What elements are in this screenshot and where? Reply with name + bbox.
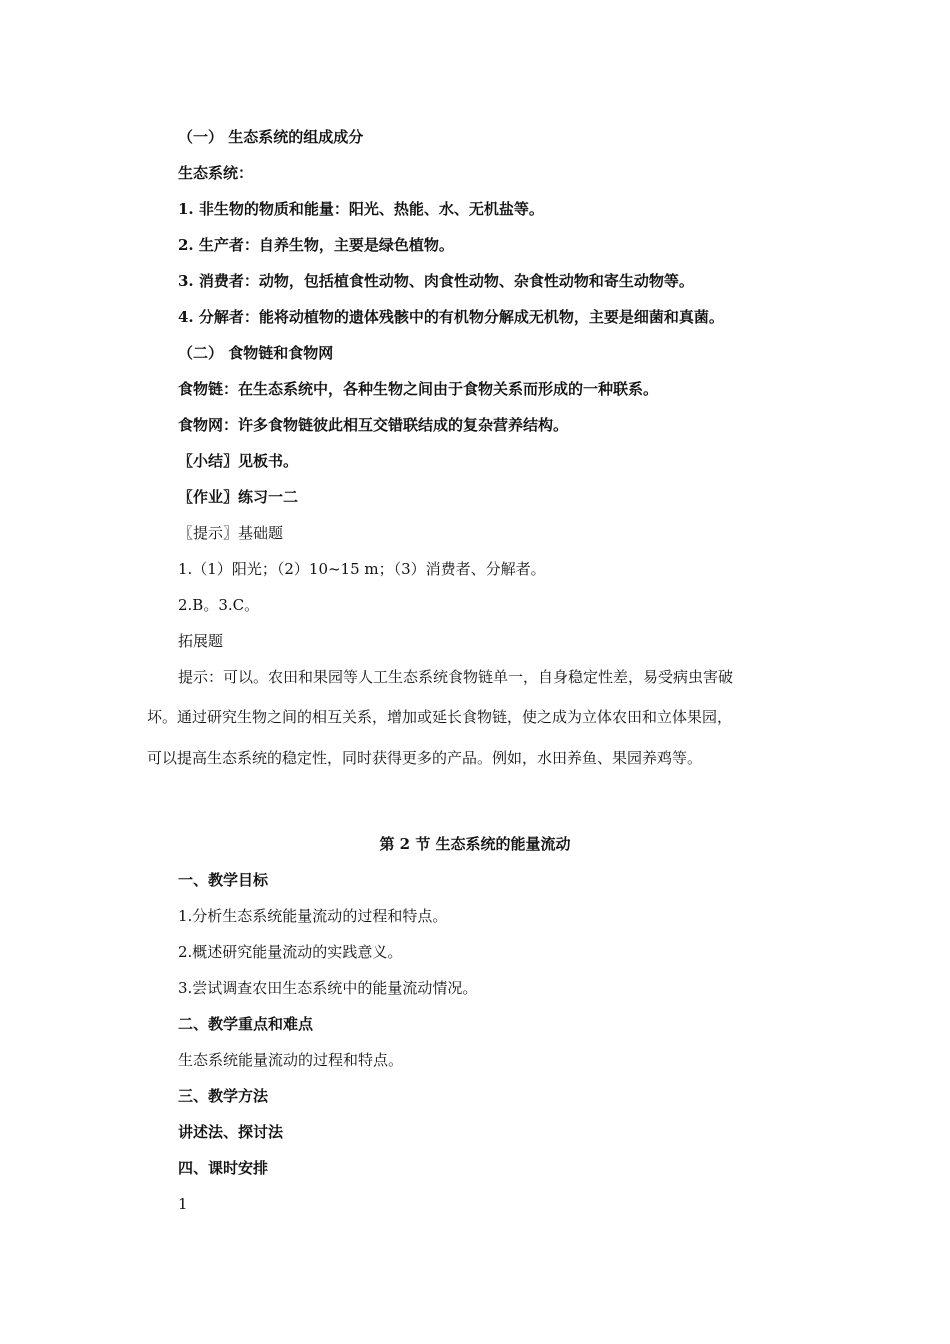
goals-heading: 一、教学目标 xyxy=(178,871,269,889)
method-heading: 三、教学方法 xyxy=(178,1087,269,1105)
answer-1: 1.（1）阳光；（2）10~15 m；（3）消费者、分解者。 xyxy=(178,560,546,578)
section-title: 第 2 节 生态系统的能量流动 xyxy=(379,835,571,853)
extension-paragraph-line: 可以提高生态系统的稳定性，同时获得更多的产品。例如，水田养鱼、果园养鸡等。 xyxy=(147,749,703,767)
homework-note: 〖作业〗练习一二 xyxy=(178,488,299,506)
component-item: 1. 非生物的物质和能量：阳光、热能、水、无机盐等。 xyxy=(178,200,544,218)
extension-paragraph-line: 坏。通过研究生物之间的相互关系，增加或延长食物链，使之成为立体农田和立体果园， xyxy=(147,708,733,726)
key-points-heading: 二、教学重点和难点 xyxy=(178,1015,314,1033)
summary-note: 〖小结〗见板书。 xyxy=(178,452,299,470)
answer-2: 2.B。3.C。 xyxy=(178,596,260,614)
section-heading-components: （一） 生态系统的组成成分 xyxy=(178,128,364,146)
method-text: 讲述法、探讨法 xyxy=(178,1123,284,1141)
food-chain-definition: 食物链：在生态系统中，各种生物之间由于食物关系而形成的一种联系。 xyxy=(178,380,659,398)
component-item: 4. 分解者：能将动植物的遗体残骸中的有机物分解成无机物，主要是细菌和真菌。 xyxy=(178,308,724,326)
component-item: 2. 生产者：自养生物，主要是绿色植物。 xyxy=(178,236,454,254)
hint-label: 〖提示〗基础题 xyxy=(178,524,284,542)
goal-item: 1.分析生态系统能量流动的过程和特点。 xyxy=(178,907,448,925)
schedule-text: 1 xyxy=(178,1195,188,1213)
component-item: 3. 消费者：动物，包括植食性动物、肉食性动物、杂食性动物和寄生动物等。 xyxy=(178,272,694,290)
section-heading-food-chain: （二） 食物链和食物网 xyxy=(178,344,334,362)
extension-label: 拓展题 xyxy=(178,632,224,650)
extension-paragraph-line: 提示：可以。农田和果园等人工生态系统食物链单一，自身稳定性差，易受病虫害破 xyxy=(178,668,734,686)
goal-item: 3.尝试调查农田生态系统中的能量流动情况。 xyxy=(178,979,478,997)
schedule-heading: 四、课时安排 xyxy=(178,1159,269,1177)
key-points-text: 生态系统能量流动的过程和特点。 xyxy=(178,1051,404,1069)
food-web-definition: 食物网：许多食物链彼此相互交错联结成的复杂营养结构。 xyxy=(178,416,569,434)
goal-item: 2.概述研究能量流动的实践意义。 xyxy=(178,943,403,961)
ecosystem-label: 生态系统： xyxy=(178,164,254,182)
